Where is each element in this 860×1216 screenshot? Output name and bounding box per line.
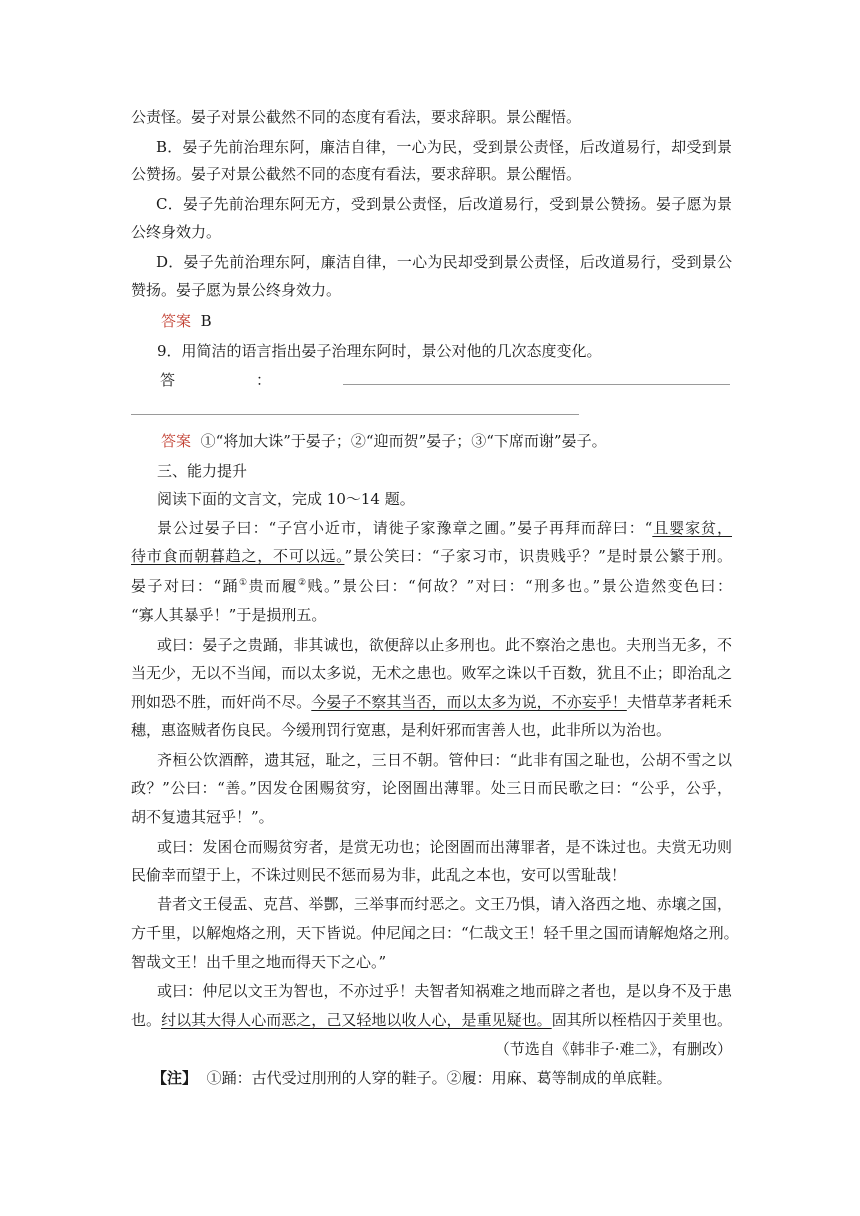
option-c-line-1: C．晏子先前治理东阿无方，受到景公责怪，后改道易行，受到景公赞扬。晏子愿为景 — [156, 195, 732, 213]
underlined-sentence: 待市食而朝暮趋之，不可以远。 — [131, 547, 345, 565]
passage-p5-line-3: 智哉文王！出千里之地而得天下之心。” — [131, 953, 387, 971]
footnotes — [152, 1068, 672, 1088]
footnote-marker: ② — [297, 578, 308, 588]
answer-prompt-char: 答 — [160, 371, 176, 389]
question-9: 9．用简洁的语言指出晏子治理东阿时，景公对他的几次态度变化。 — [157, 342, 602, 360]
passage-p3-line-1: 齐桓公饮酒醉，遗其冠，耻之，三日不朝。管仲曰：“此非有国之耻也，公胡不雪之以 — [157, 751, 732, 769]
passage-p5-line-2: 方千里，以解炮烙之刑，天下皆说。仲尼闻之曰：“仁哉文王！轻千里之国而请解炮烙之刑。 — [131, 924, 739, 942]
option-b-line-1: B．晏子先前治理东阿，廉洁自律，一心为民，受到景公责怪，后改道易行，却受到景 — [156, 138, 732, 156]
passage-p6-line-2: 也。纣以其大得人心而恶之，己又轻地以收人心，是重见疑也。固其所以桎梏囚于羑里也。 — [131, 1011, 732, 1029]
passage-p2-line-1: 或曰：晏子之贵踊，非其诚也，欲便辞以止多刑也。此不察治之患也。夫刑当无多，不 — [157, 636, 732, 654]
answer-value: B — [200, 312, 212, 330]
answer-blank-line-2 — [131, 414, 579, 415]
note-label: 【注】 — [152, 1069, 198, 1087]
passage-p1-line-2: 待市食而朝暮趋之，不可以远。”景公笑曰：“子家习市，识贵贱乎？”是时景公繁于刑。 — [131, 547, 732, 565]
passage-p4-line-2: 民偷幸而望于上，不诛过则民不惩而易为非，此乱之本也，安可以雪耻哉！ — [131, 866, 627, 884]
answer-label: 答案 — [161, 312, 192, 330]
passage-p1-line-1: 景公过晏子曰：“子宫小近市，请徙子家豫章之圃。”晏子再拜而辞曰：“且婴家贫， — [157, 519, 732, 537]
passage-p1-line-3: 晏子对曰：“踊①贵而履②贱。”景公曰：“何故？”对曰：“刑多也。”景公造然变色曰： — [131, 577, 732, 595]
reading-instruction: 阅读下面的文言文，完成 10～14 题。 — [157, 490, 415, 508]
underlined-sentence: 且婴家贫， — [652, 519, 732, 537]
answer-8 — [161, 311, 212, 331]
underlined-sentence: 纣以其大得人心而恶之，己又轻地以收人心，是重见疑也。 — [161, 1011, 552, 1029]
passage-p2-line-3: 刑如恐不胜，而奸尚不尽。今晏子不察其当否，而以太多为说，不亦妄乎！夫惜草茅者耗禾 — [131, 693, 732, 711]
note-text: ①踊：古代受过刖刑的人穿的鞋子。②履：用麻、葛等制成的单底鞋。 — [206, 1069, 672, 1087]
source-citation: （节选自《韩非子·难二》，有删改） — [494, 1040, 732, 1058]
section-heading: 三、能力提升 — [157, 462, 248, 480]
answer-9 — [161, 431, 607, 451]
passage-p3-line-2: 政？”公曰：“善。”因发仓囷赐贫穷，论囹圄出薄罪。处三日而民歌之曰：“公乎，公乎， — [131, 779, 732, 797]
underlined-sentence: 今晏子不察其当否，而以太多为说，不亦妄乎！ — [311, 693, 627, 711]
passage-p1-line-4: “寡人其暴乎！”于是损刑五。 — [131, 606, 327, 624]
passage-p4-line-1: 或曰：发囷仓而赐贫穷者，是赏无功也；论囹圄而出薄罪者，是不诛过也。夫赏无功则 — [157, 838, 732, 856]
passage-p5-line-1: 昔者文王侵盂、克莒、举酆，三举事而纣恶之。文王乃惧，请入洛西之地、赤壤之国， — [157, 895, 732, 913]
answer-prompt-colon: ： — [256, 371, 272, 389]
passage-p6-line-1: 或曰：仲尼以文王为智也，不亦过乎！夫智者知祸难之地而辟之者也，是以身不及于患 — [157, 982, 732, 1000]
passage-p2-line-2: 当无少，无以不当闻，而以太多说，无术之患也。败军之诛以千百数，犹且不止；即治乱之 — [131, 664, 732, 682]
option-b-line-2: 公赞扬。晏子对景公截然不同的态度有看法，要求辞职。景公醒悟。 — [131, 165, 582, 183]
option-a-continued: 公责怪。晏子对景公截然不同的态度有看法，要求辞职。景公醒悟。 — [131, 108, 582, 126]
option-c-line-2: 公终身效力。 — [131, 223, 222, 241]
option-d-line-2: 赞扬。晏子愿为景公终身效力。 — [131, 281, 342, 299]
footnote-marker: ① — [238, 578, 249, 588]
answer-value: ①“将加大诛”于晏子；②“迎而贺”晏子；③“下席而谢”晏子。 — [200, 432, 607, 450]
answer-blank-line-1 — [343, 384, 730, 385]
option-d-line-1: D．晏子先前治理东阿，廉洁自律，一心为民却受到景公责怪，后改道易行，受到景公 — [156, 253, 732, 271]
answer-label: 答案 — [161, 432, 192, 450]
passage-p2-line-4: 穗，惠盗贼者伤良民。今缓刑罚行宽惠，是利奸邪而害善人也，此非所以为治也。 — [131, 721, 672, 739]
passage-p3-line-3: 胡不复遗其冠乎！”。 — [131, 808, 274, 826]
